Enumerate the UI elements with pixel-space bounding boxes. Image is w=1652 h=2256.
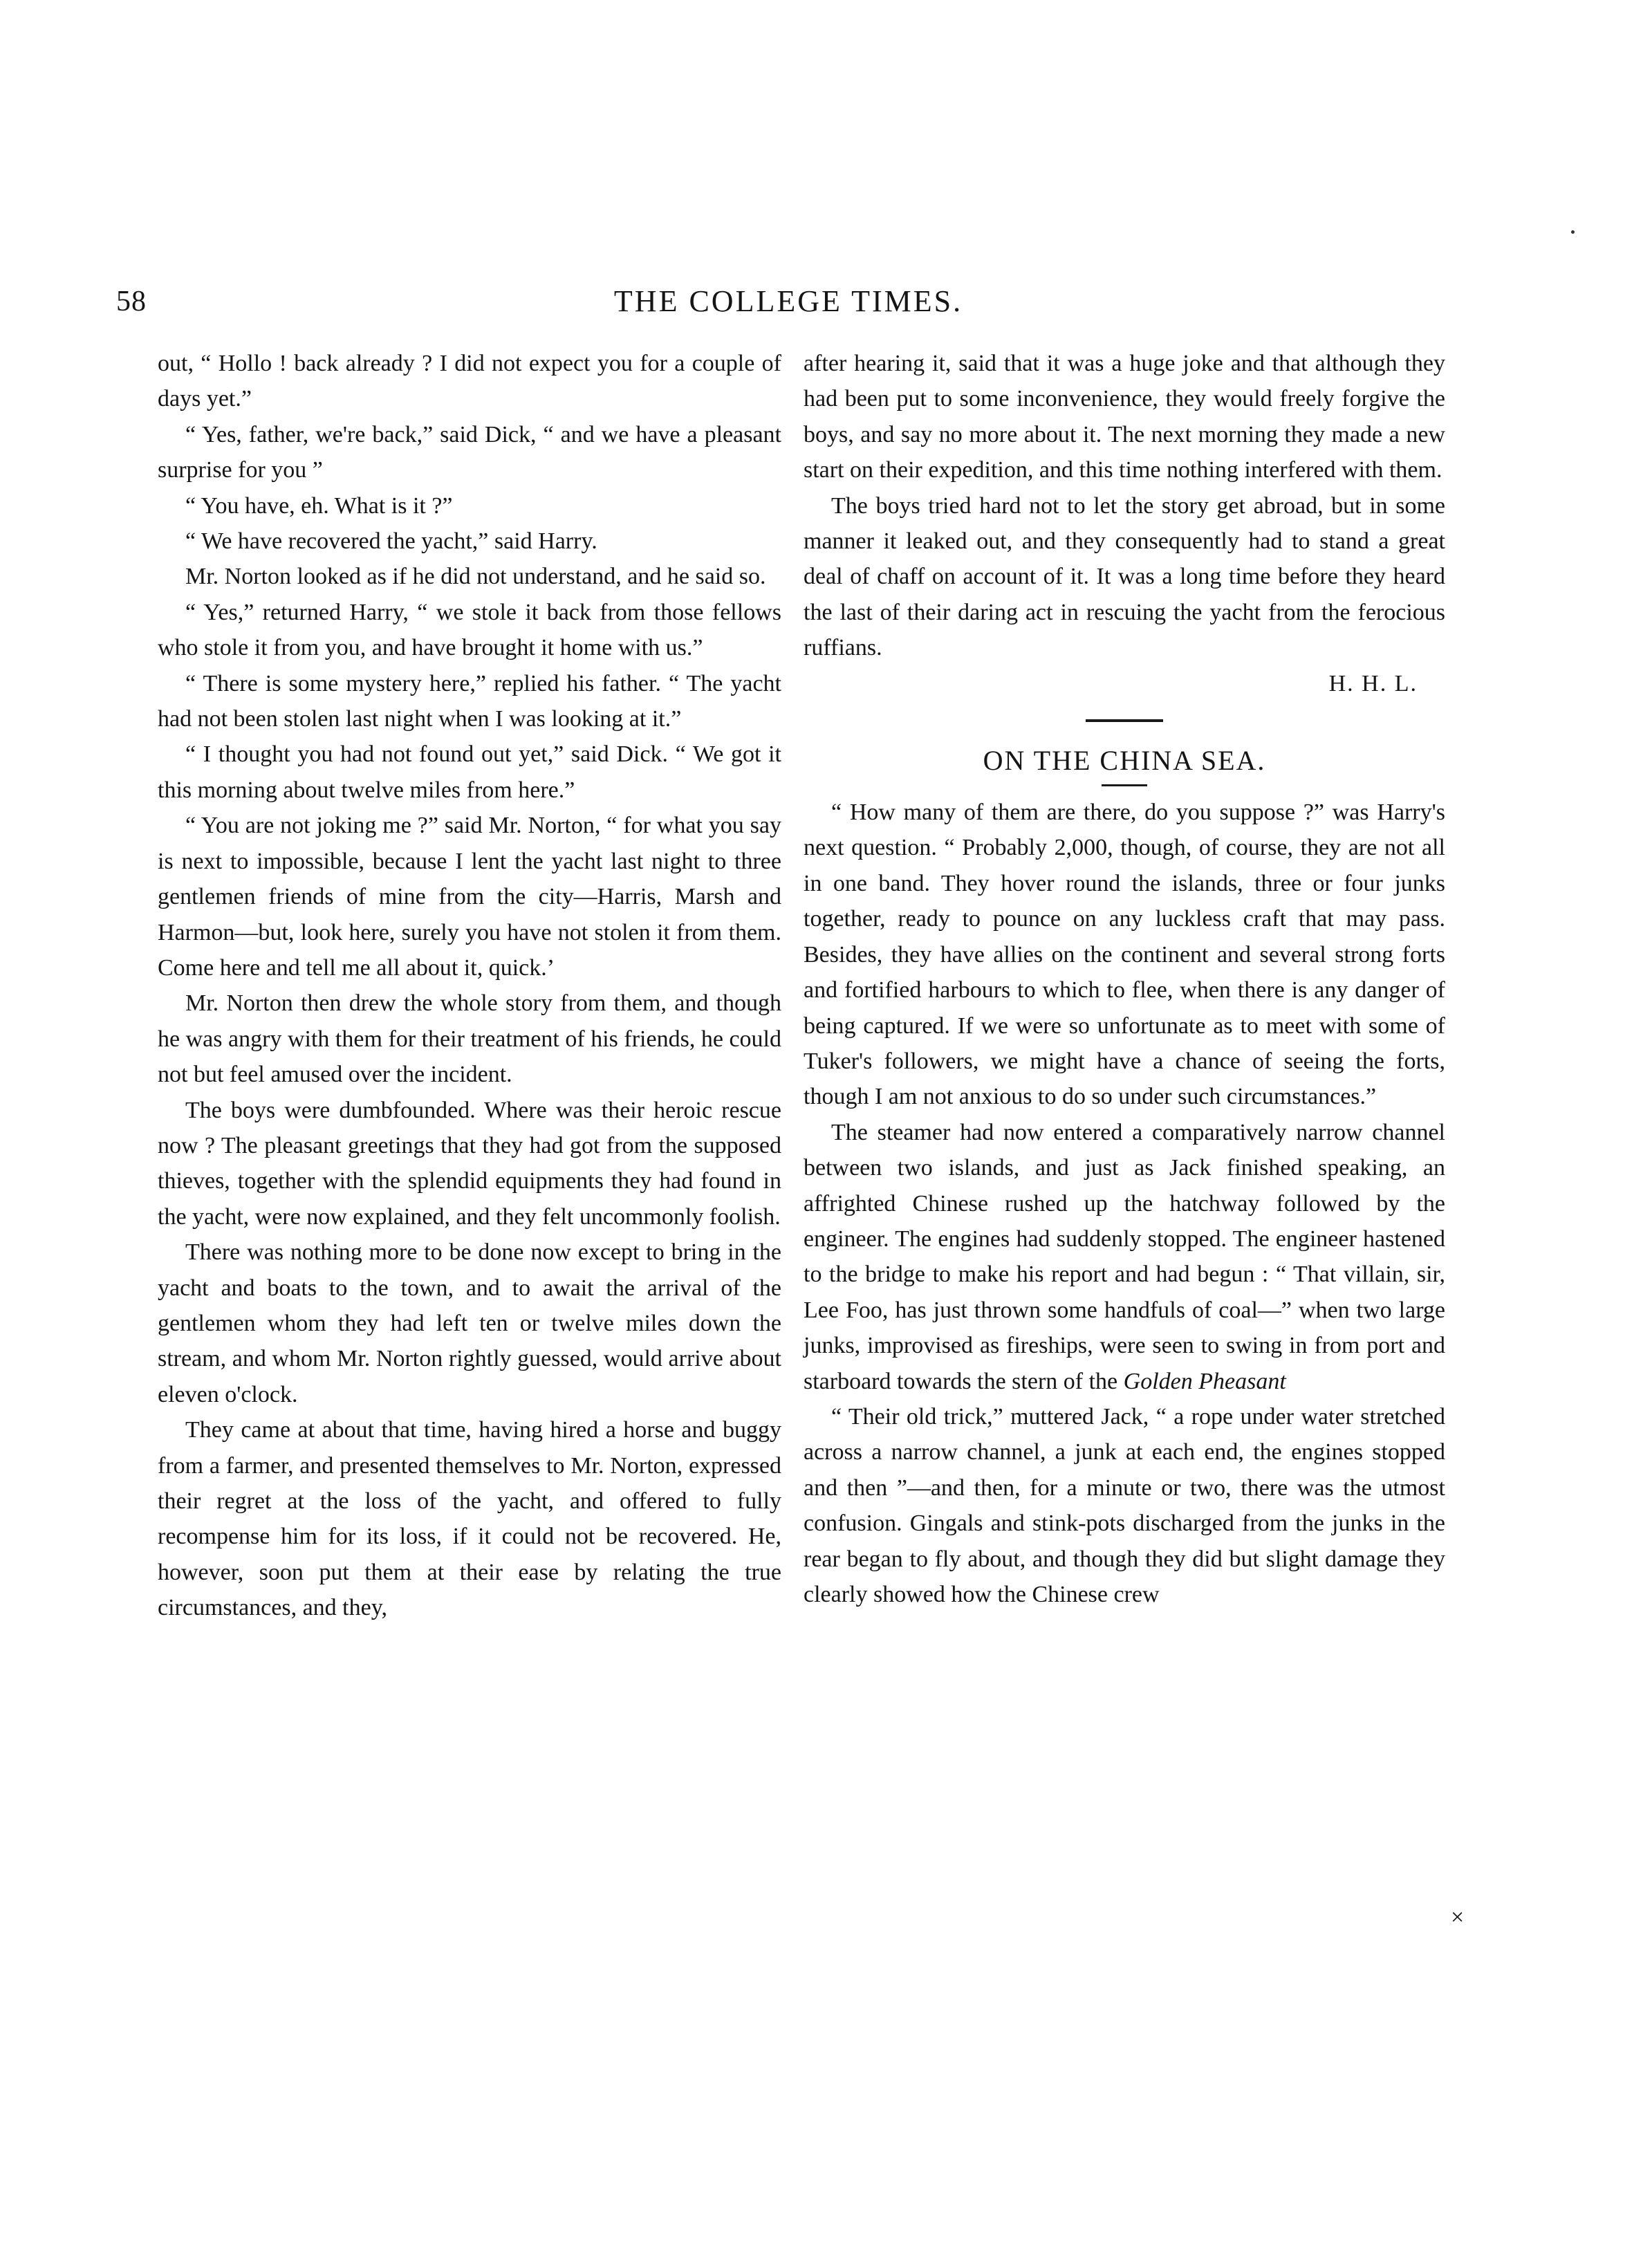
page-header [116, 285, 1460, 340]
paragraph: “ You have, eh. What is it ?” [185, 492, 453, 519]
right-column [804, 346, 1445, 1612]
margin-mark: × [1451, 1905, 1465, 1930]
paragraph [804, 1115, 1445, 1399]
page-number: 58 [116, 286, 147, 317]
paragraph: They came at about that time, having hired a horse and buggy from a farmer, and presented themselves to Mr. Norton, expressed their regret at the loss of the yacht, and offered to fully recompense him for its loss, if it could not be recovered. He, however, soon put them at their ease by relating the true circumstances, and they, [158, 1417, 781, 1621]
paragraph: “ How many of them are there, do you suppose ?” was Harry's next question. “ Probably 2,000, though, of course, they are not all in one band. They hover round the islands, three or four junks together, ready to pounce on any luckless craft that may pass. Besides, they have allies on the continent and several strong forts and fortified harbours to which to flee, when there is any danger of being captured. If we were so unfortunate as to meet with some of Tuker's followers, we might have a chance of seeing the forts, though I am not anxious to do so under such circumstances.” [804, 799, 1445, 1110]
paragraph: Mr. Norton looked as if he did not understand, and he said so. [185, 564, 766, 590]
paragraph: The boys tried hard not to let the story get abroad, but in some manner it leaked out, and they consequently had to stand a great deal of chaff on account of it. It was a long time before they heard the last of their daring act in rescuing the yacht from the ferocious ruffians. [804, 492, 1445, 661]
paragraph: The boys were dumbfounded. Where was their heroic rescue now ? The pleasant greetings that they had got from the supposed thieves, together with the splendid equipments they had found in the yacht, were now explained, and they felt uncommonly foolish. [158, 1097, 781, 1230]
ink-speck [1571, 230, 1575, 234]
paragraph: “ You are not joking me ?” said Mr. Norton, “ for what you say is next to impossible, because I lent the yacht last night to three gentlemen friends of mine from the city—Harris, Marsh and Harmon—but, look here, surely you have not stolen it from them. Come here and tell me all about it, quick.’ [158, 813, 781, 981]
paragraph-text: The steamer had now entered a comparatively narrow channel between two islands, and just as Jack finished speaking, an affrighted Chinese rushed up the hatchway followed by the engineer. The engines had suddenly stopped. The engineer hastened to the bridge to make his report and had begun : “ That villain, sir, Lee Foo, has just thrown some handfuls of coal—” when two large junks, improvised as fireships, were seen to swing in from port and starboard towards the stern of the [804, 1119, 1445, 1394]
paragraph: “ Yes,” returned Harry, “ we stole it back from those fellows who stole it from you, and have brought it home with us.” [158, 599, 781, 661]
paragraph: “ Yes, father, we're back,” said Dick, “ and we have a pleasant surprise for you ” [158, 421, 781, 483]
paragraph: “ We have recovered the yacht,” said Harry. [185, 528, 597, 555]
paragraph: “ Their old trick,” muttered Jack, “ a rope under water stretched across a narrow channel, a junk at each end, the engines stopped and then ”—and then, for a minute or two, there was the utmost confusion. Gingals and stink-pots discharged from the junks in the rear began to fly about, and though they did but slight damage they clearly showed how the Chinese crew [804, 1403, 1445, 1607]
author-signature: H. H. L. [1328, 670, 1418, 696]
paragraph: There was nothing more to be done now except to bring in the yacht and boats to the town, and to await the arrival of the gentlemen whom they had left ten or twelve miles down the stream, and whom Mr. Norton rightly guessed, would arrive about eleven o'clock. [158, 1239, 781, 1407]
paragraph: “ There is some mystery here,” replied his father. “ The yacht had not been stolen last night when I was looking at it.” [158, 670, 781, 732]
running-title: THE COLLEGE TIMES. [613, 284, 963, 318]
title-underline [1102, 784, 1147, 786]
section-divider [1086, 719, 1163, 722]
section-title: ON THE CHINA SEA. [983, 745, 1266, 777]
paragraph: “ I thought you had not found out yet,” said Dick. “ We got it this morning about twelve miles from here.” [158, 741, 781, 803]
left-column [158, 346, 781, 1626]
paragraph: Mr. Norton then drew the whole story from them, and though he was angry with them for their treatment of his friends, he could not but feel amused over the incident. [158, 990, 781, 1088]
ship-name: Golden Pheasant [1123, 1368, 1286, 1394]
paragraph: out, “ Hollo ! back already ? I did not expect you for a couple of days yet.” [158, 351, 781, 412]
paragraph: after hearing it, said that it was a huge joke and that although they had been put to some inconvenience, they would freely forgive the boys, and say no more about it. The next morning they made a new start on their expedition, and this time nothing interfered with them. [804, 351, 1445, 483]
